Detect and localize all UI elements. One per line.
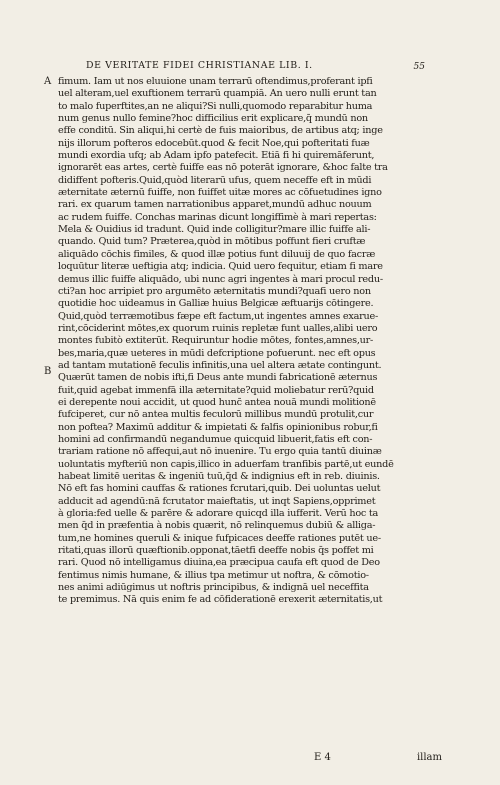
text-line: ac rudem fuiffe. Conchas marinas dicunt longiffimè à mari repertas:: [58, 211, 377, 223]
text-line: adducit ad agendū:nā fcrutator maieftatis, ut inqt Sapiens,opprimet: [58, 495, 376, 507]
running-title: DE VERITATE FIDEI CHRISTIANAE LIB. I.: [86, 60, 313, 71]
text-line: fimum. Iam ut nos eluuione unam terrarū oftendimus,proferant ipfi: [58, 76, 373, 87]
text-line: uel alteram,uel exuftionem terrarū quampiā. An uero nulli erunt tan: [58, 88, 377, 100]
catchword: illam: [416, 752, 442, 763]
text-line: trariam ratione nō affequi,aut nō inuenire. Tu ergo quia tantū diuinæ: [58, 446, 382, 458]
text-line: habeat limitē ueritas & ingeniū tuū,q̄d & indignius eft in reb. diuinis.: [58, 471, 380, 482]
text-line: uoluntatis myfteriū non capis,illico in aduerfam tranfibis partē,ut eundē: [58, 458, 394, 470]
text-line: nijs illorum pofteros edocebūt.quod & fecit Noe,qui pofteritati fuæ: [58, 137, 370, 149]
text-line: quando. Quid tum? Præterea,quòd in mōtibus poffunt fieri cruftæ: [58, 236, 366, 248]
text-line: demus illic fuiffe aliquādo, ubi nunc agri ingentes à mari procul redu-: [58, 273, 383, 285]
text-line: num genus nullo femine?hoc difficilius erit explicare,q̄ mundū non: [58, 113, 368, 125]
text-line: loquūtur literæ ueftigia atq; indicia. Quid uero fequitur, etiam fi mare: [58, 261, 383, 273]
signature-mark: E 4: [314, 752, 331, 763]
text-line: tum,ne homines queruli & inique fufpicaces deeffe rationes putēt ue-: [58, 532, 381, 544]
text-line: montes fubitò extiterūt. Requiruntur hodie mōtes, fontes,amnes,ur-: [58, 335, 374, 347]
text-line: nes animi adiūgimus ut noftris principibus, & indignā uel neceffita: [58, 582, 369, 594]
body-text: [58, 76, 430, 607]
text-line: effe conditū. Sin aliqui,hi certè de fuis maioribus, de artibus atq; inge: [58, 125, 383, 137]
text-line: aliquādo cōchis fimiles, & quod illæ potius funt diluuij de quo facræ: [58, 248, 376, 260]
text-line: rari. ex quarum tamen narrationibus apparet,mundū adhuc nouum: [58, 199, 372, 211]
text-line: fentimus nimis humane, & illius tpa metimur ut noftra, & cōmotio-: [58, 569, 369, 581]
text-line: Mela & Ouidius id tradunt. Quid inde colligitur?mare illic fuiffe ali-: [58, 224, 371, 236]
text-line: quotidie hoc uideamus in Galliæ huius Belgicæ æftuarijs cōtingere.: [58, 298, 374, 310]
text-line: ad tantam mutationē feculis infinitis,una uel altera ætate contingunt.: [58, 359, 382, 371]
text-line: fuit,quid agebat immenfā illa æternitate?quid moliebatur rerū?quid: [58, 384, 374, 396]
text-line: æternitate æternū fuiffe, non fuiffet uitæ mores ac cōfuetudines igno: [58, 187, 382, 199]
text-line: Quid,quòd terræmotibus fæpe eft factum,ut ingentes amnes exarue-: [58, 310, 379, 322]
text-line: à gloria:fed uelle & parēre & adorare quicqd illa iufferit. Verū hoc ta: [58, 508, 379, 520]
text-line: men q̄d in præfentia à nobis quærit, nō relinquemus dubiū & alliga-: [58, 520, 376, 532]
text-line: bes,maria,quæ ueteres in mūdi defcriptione pofuerunt. nec eft opus: [58, 347, 376, 359]
text-line: ignorarēt eas artes, certè fuiffe eas nō poterāt ignorare, &hoc falte tra: [58, 162, 388, 174]
text-line: Quærūt tamen de nobis ifti,fi Deus ante mundi fabricationē æternus: [58, 372, 378, 384]
text-line: rint,cōciderint mōtes,ex quorum ruinis repletæ funt ualles,alibi uero: [58, 322, 378, 334]
text-line: rari. Quod nō intelligamus diuina,ea præcipua caufa eft quod de Deo: [58, 557, 380, 569]
text-line: Nō eft fas homini cauffas & rationes fcrutari,quib. Dei uoluntas uelut: [58, 483, 381, 495]
text-line: ritati,quas illorū quæftionib.opponat,tāetfi deeffe nobis q̄s poffet mi: [58, 545, 374, 557]
text-line: fufciperet, cur nō antea multis feculorū millibus mundū protulit,cur: [58, 409, 374, 421]
text-line: te premimus. Nā quis enim fe ad cōfiderationē erexerit æternitatis,ut: [58, 594, 383, 606]
text-line: to malo fuperftites,an ne aliqui?Si nulli,quomodo reparabitur huma: [58, 100, 373, 112]
text-line: non poftea? Maximū additur & impietati & falfis opinionibus robur,fi: [58, 421, 378, 433]
text-line: didiffent pofteris.Quid,quòd literarū ufus, quem neceffe eft in mūdi: [58, 174, 372, 186]
margin-letter-b: B: [44, 366, 52, 377]
text-line: mundi exordia ufq; ab Adam ipfo patefecit. Etiā fi hi quiremāferunt,: [58, 150, 375, 162]
folio-number: 55: [413, 62, 425, 72]
margin-letter-a: A: [44, 76, 52, 87]
text-line: homini ad confirmandū negandumue quicquid libuerit,fatis eft con-: [58, 433, 373, 445]
text-line: cti?an hoc arripiet pro argumēto æternitatis mundi?quafi uero non: [58, 285, 371, 297]
text-line: ei derepente noui accidit, ut quod hunc̄ antea nouā mundi molitionē: [58, 396, 376, 408]
